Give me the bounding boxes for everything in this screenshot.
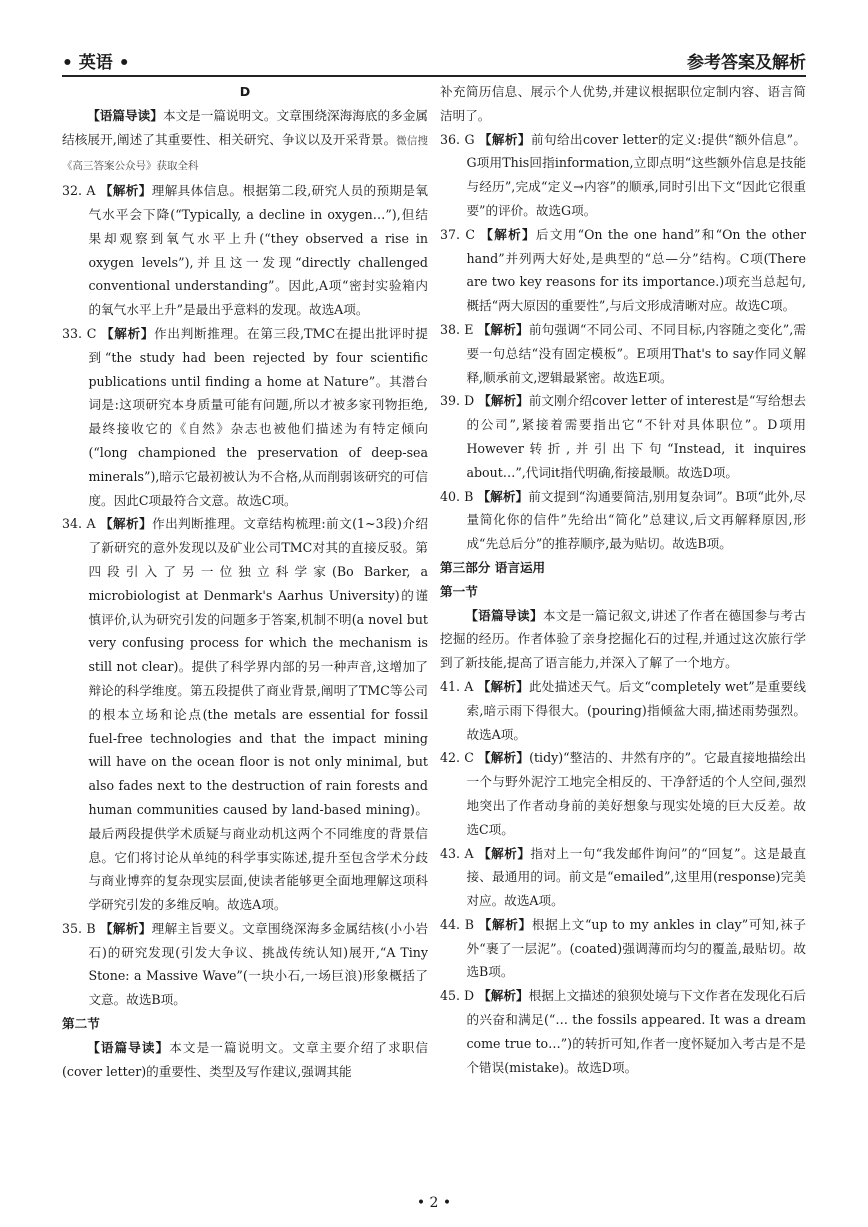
- passage-intro-3: [440, 604, 806, 675]
- answer-38: [440, 318, 806, 389]
- passage-intro-2: [62, 1036, 428, 1084]
- answer-text: 指对上一句“我发邮件询问”的“回复”。这是最直接、最通用的词。前文是“emailed”,这里用(response)完美对应。故选A项。: [466, 845, 806, 909]
- answer-number: 33. C: [62, 325, 102, 341]
- intro-tag: 【语篇导读】: [87, 107, 163, 123]
- analysis-tag: 【解析】: [477, 321, 529, 337]
- header-divider: [62, 75, 806, 77]
- answer-41: [440, 675, 806, 746]
- analysis-tag: 【解析】: [99, 920, 152, 936]
- passage-title: D: [239, 84, 251, 99]
- answer-number: 45. D: [440, 988, 479, 1004]
- answer-42: [440, 746, 806, 841]
- answer-number: 36. G: [440, 131, 479, 147]
- answer-text: 根据上文描述的狼狈处境与下文作者在发现化石后的兴奋和满足(“… the fossils appeared. It was a dream come true to…”)的转折可知,作者一度怀疑加入考古是不是个错误(mistake)。故选D项。: [466, 988, 806, 1075]
- answer-36: [440, 128, 806, 223]
- answer-45: [440, 984, 806, 1079]
- analysis-tag: 【解析】: [477, 488, 529, 504]
- answer-text: 前句强调“不同公司、不同目标,内容随之变化”,需要一句总结“没有固定模板”。E项用That's to say作同义解释,顺承前文,逻辑最紧密。故选E项。: [466, 321, 807, 385]
- analysis-tag: 【解析】: [478, 393, 529, 409]
- answer-text: 前文提到“沟通要简洁,别用复杂词”。B项“此外,尽量简化你的信件”先给出“简化”总建议,后文再解释原因,形成“先总后分”的推荐顺序,最为贴切。故选B项。: [466, 488, 807, 552]
- left-column: [62, 80, 428, 1083]
- answer-43: [440, 842, 806, 913]
- answer-text: 前句给出cover letter的定义:提供“额外信息”。G项用This回指information,立即点明“这些额外信息是技能与经历”,完成“定义→内容”的顺承,同时引出下文“因此它很重要”的评价。故选G项。: [466, 131, 807, 218]
- answer-44: [440, 913, 806, 984]
- answer-40: [440, 485, 806, 556]
- answer-number: 34. A: [62, 516, 100, 532]
- intro-tag: 【语篇导读】: [87, 1039, 170, 1055]
- answer-text: 后文用“On the one hand”和“On the other hand”并列两大好处,是典型的“总—分”结构。C项(There are two key reasons for its importance.)项充当总起句,概括“两大原因的重要性”,与后文形成清晰对应。故选C项。: [466, 226, 807, 314]
- answer-number: 41. A: [440, 678, 478, 694]
- right-column: [440, 80, 806, 1079]
- analysis-tag: 【解析】: [478, 131, 531, 147]
- section-heading: 第二节: [62, 1016, 100, 1032]
- analysis-tag: 【解析】: [478, 750, 530, 766]
- section-heading: 第一节: [440, 583, 478, 599]
- analysis-tag: 【解析】: [480, 226, 536, 242]
- answer-text: (tidy)“整洁的、井然有序的”。它最直接地描绘出一个与野外泥泞工地完全相反的、干净舒适的个人空间,强烈地突出了作者动身前的美好想象与现实处境的巨大反差。故选C项。: [466, 750, 806, 837]
- intro-text: 本文是一篇说明文。文章主要介绍了求职信(cover letter)的重要性、类型及写作建议,强调其能: [62, 1039, 429, 1079]
- answer-number: 38. E: [440, 321, 478, 337]
- answer-number: 42. C: [440, 750, 479, 766]
- answer-39: [440, 389, 806, 484]
- answer-number: 32. A: [62, 183, 100, 199]
- answer-number: 35. B: [62, 920, 100, 936]
- answer-text: 此处描述天气。后文“completely wet”是重要线索,暗示雨下得很大。(pouring)指倾盆大雨,描述雨势强烈。故选A项。: [466, 678, 807, 742]
- answer-text: 理解具体信息。根据第二段,研究人员的预期是氧气水平会下降(“Typically, a decline in oxygen…”),但结果却观察到氧气水平上升(“they observed a rise in oxygen levels”),并且这一发现“directly challenged conventional understanding”。因此,A项“密封实验箱内的氧气水平上升”是最出乎意料的发现。故选A项。: [88, 183, 428, 318]
- page-header: [62, 48, 806, 74]
- page-number: • 2 •: [416, 1195, 452, 1211]
- answer-text: 前文刚介绍cover letter of interest是“写给想去的公司”,紧接着需要指出它“不针对具体职位”。D项用However转折,并引出下句“Instead, it inquires about…”,代词it指代明确,衔接最顺。故选D项。: [466, 393, 807, 480]
- answer-37: [440, 223, 806, 318]
- answer-text: 理解主旨要义。文章围绕深海多金属结核(小小岩石)的研究发现(引发大争议、挑战传统认知)展开,“A Tiny Stone: a Massive Wave”(一块小石,一场巨浪)形象概括了文意。故选B项。: [88, 920, 428, 1008]
- answer-number: 43. A: [440, 845, 479, 861]
- answer-number: 44. B: [440, 916, 479, 932]
- passage-intro: [62, 104, 428, 179]
- answer-text: 根据上文“up to my ankles in clay”可知,袜子外“裹了一层泥”。(coated)强调薄而均匀的覆盖,最贴切。故选B项。: [466, 916, 807, 980]
- analysis-tag: 【解析】: [101, 325, 155, 341]
- intro-continuation: 补充简历信息、展示个人优势,并建议根据职位定制内容、语言简洁明了。: [440, 84, 806, 123]
- analysis-tag: 【解析】: [477, 678, 529, 694]
- analysis-tag: 【解析】: [478, 916, 532, 932]
- answer-35: [62, 917, 428, 1012]
- analysis-tag: 【解析】: [100, 516, 153, 532]
- answer-number: 40. B: [440, 488, 478, 504]
- intro-text: 本文是一篇记叙文,讲述了作者在德国参与考古挖掘的经历。作者体验了亲身挖掘化石的过程,并通过这次旅行学到了新技能,提高了语言能力,并深入了解了一个地方。: [440, 607, 806, 671]
- answer-number: 39. D: [440, 393, 479, 409]
- subject-label: • 英语 •: [62, 53, 130, 73]
- part-heading: 第三部分 语言运用: [440, 559, 546, 575]
- answer-33: [62, 322, 428, 512]
- analysis-tag: 【解析】: [478, 845, 531, 861]
- answer-number: 37. C: [440, 226, 481, 242]
- intro-tag: 【语篇导读】: [465, 607, 543, 623]
- analysis-tag: 【解析】: [478, 988, 529, 1004]
- answer-text: 作出判断推理。在第三段,TMC在提出批评时提到“the study had been rejected by four scientific publications until finding a home at Nature”。其潜台词是:这项研究本身质量可能有问题,所以才被多家刊物拒绝,最终接收它的《自然》杂志也被他们描述为有特定倾向(“long championed the preservation of deep-sea minerals”),暗示它最初被认为不合格,从而削弱该研究的可信度。因此C项最符合文意。故选C项。: [88, 325, 429, 508]
- answer-34: [62, 512, 428, 917]
- answer-32: [62, 179, 428, 322]
- answer-text: 作出判断推理。文章结构梳理:前文(1~3段)介绍了新研究的意外发现以及矿业公司TMC对其的直接反驳。第四段引入了另一位独立科学家(Bo Barker, a microbiologist at Denmark's Aarhus University)的谨慎评价,认为研究引发的问题多于答案,机制不明(a novel but very confusing process for which the mechanism is still not clear)。提供了科学界内部的另一种声音,这增加了辩论的科学维度。第五段提供了商业背景,阐明了TMC等公司的根本立场和论点(the metals are essential for fossil fuel-free technologies and that the impact mining will have on the ocean floor is not only minimal, but also fades next to the destruction of rain forests and human communities caused by land-based mining)。最后两段提供学术质疑与商业动机这两个不同维度的背景信息。它们将讨论从单纯的科学事实陈述,提升至包含学术分歧与商业博弈的复杂现实层面,使读者能够更全面地理解这项科学研究引发的多维反响。故选A项。: [88, 516, 428, 913]
- watermark-note: 微信搜《高三答案公众号》获取全科: [62, 134, 428, 173]
- intro-text: 本文是一篇说明文。文章围绕深海海底的多金属结核展开,阐述了其重要性、相关研究、争议以及开采背景。: [62, 107, 429, 147]
- analysis-tag: 【解析】: [99, 183, 152, 199]
- section-title: 参考答案及解析: [687, 53, 806, 73]
